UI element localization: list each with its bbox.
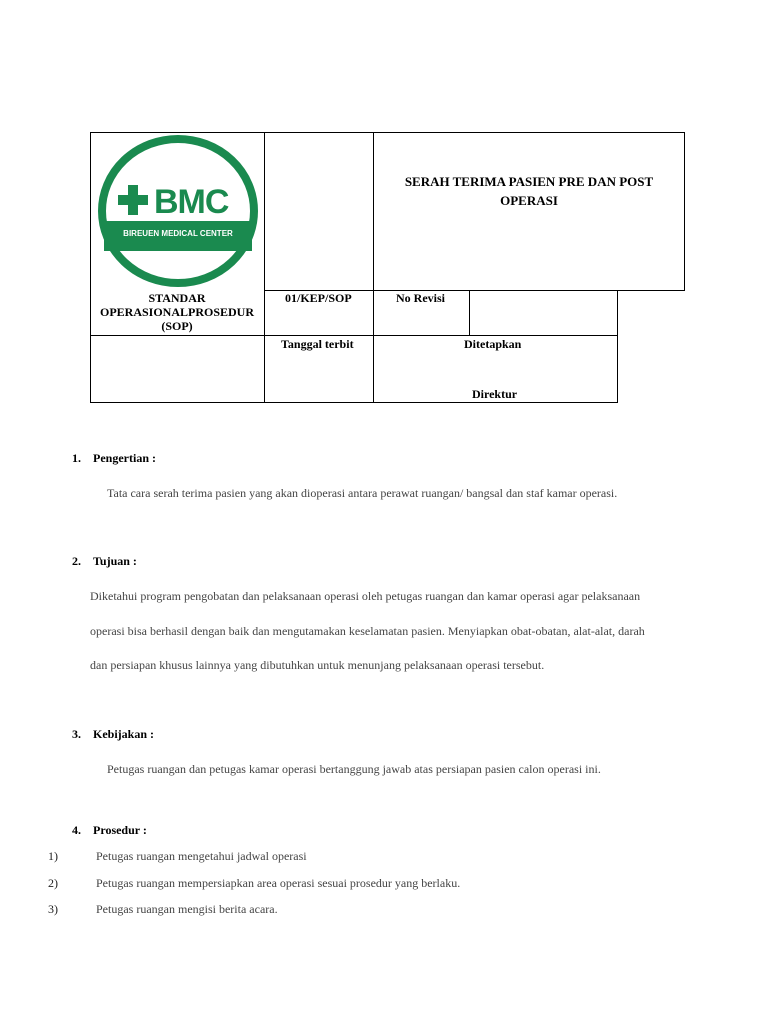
- ditetapkan-label: Ditetapkan: [464, 337, 522, 351]
- sop-label: STANDAR OPERASIONALPROSEDUR (SOP): [99, 291, 255, 333]
- section-text: dan persiapan khusus lainnya yang dibutuhkan untuk menunjang pelaksanaan operasi tersebut.: [90, 658, 545, 672]
- section-text: Diketahui program pengobatan dan pelaksanaan operasi oleh petugas ruangan dan kamar operasi agar pelaksanaan: [90, 589, 641, 603]
- section-heading: Pengertian :: [93, 451, 156, 465]
- table-line: [684, 132, 685, 291]
- table-line: [90, 132, 91, 403]
- section-text: operasi bisa berhasil dengan baik dan mengutamakan keselamatan pasien. Menyiapkan obat-obatan, alat-alat, darah: [90, 624, 645, 638]
- tanggal-terbit-label: Tanggal terbit: [281, 337, 354, 351]
- bmc-logo: [98, 135, 258, 287]
- step-text: Petugas ruangan mempersiapkan area operasi sesuai prosedur yang berlaku.: [96, 876, 461, 890]
- section-heading: Prosedur :: [93, 823, 147, 837]
- doc-number: 01/KEP/SOP: [285, 291, 352, 305]
- section-number: 3.: [72, 727, 81, 741]
- table-line: [617, 290, 618, 403]
- section-heading: Kebijakan :: [93, 727, 155, 741]
- table-line: [90, 402, 618, 403]
- logo-text: BMC: [154, 183, 229, 221]
- document-title: SERAH TERIMA PASIEN PRE DAN POST OPERASI: [404, 174, 654, 208]
- section-heading: Tujuan :: [93, 554, 137, 568]
- table-line: [90, 335, 618, 336]
- no-revisi-label: No Revisi: [396, 291, 445, 305]
- table-line: [373, 132, 374, 403]
- table-line: [264, 132, 265, 403]
- table-line: [469, 290, 470, 336]
- step-number: 1): [48, 849, 58, 863]
- section-number: 1.: [72, 451, 81, 465]
- section-text: Petugas ruangan dan petugas kamar operasi bertanggung jawab atas persiapan pasien calon operasi ini.: [107, 762, 601, 776]
- logo-subtext: BIREUEN MEDICAL CENTER: [123, 229, 233, 238]
- section-text: Tata cara serah terima pasien yang akan dioperasi antara perawat ruangan/ bangsal dan staf kamar operasi.: [107, 486, 618, 500]
- section-number: 4.: [72, 823, 81, 837]
- step-text: Petugas ruangan mengisi berita acara.: [96, 902, 278, 916]
- section-number: 2.: [72, 554, 81, 568]
- step-text: Petugas ruangan mengetahui jadwal operasi: [96, 849, 307, 863]
- table-line: [90, 132, 685, 133]
- direktur-label: Direktur: [472, 387, 518, 401]
- step-number: 2): [48, 876, 58, 890]
- step-number: 3): [48, 902, 58, 916]
